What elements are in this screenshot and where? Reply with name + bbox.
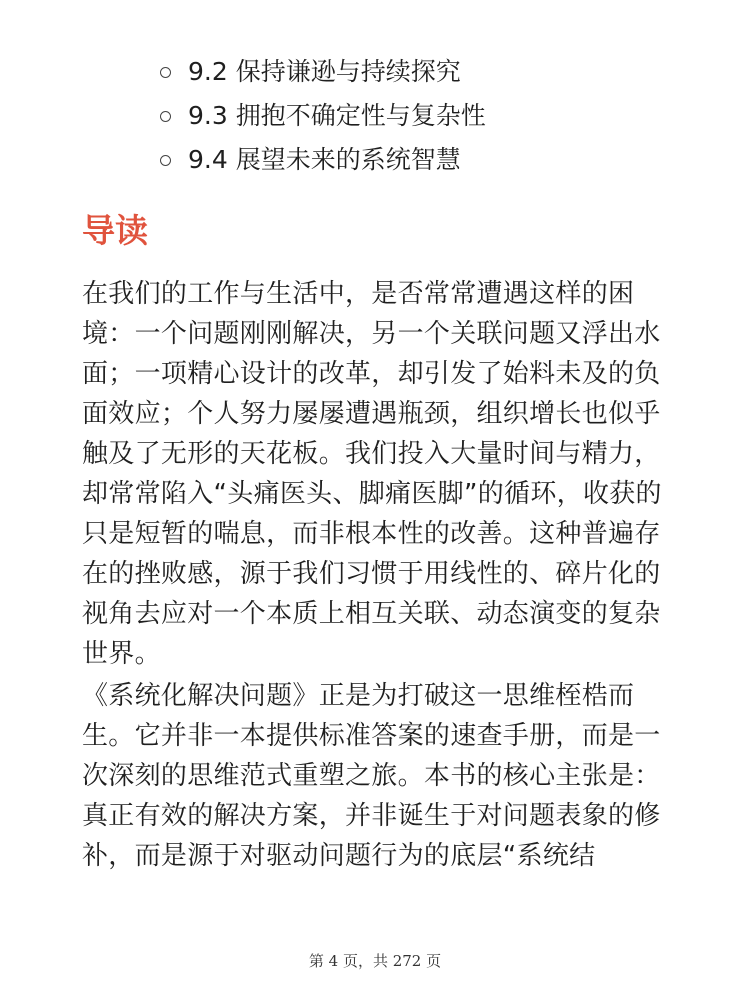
toc-item-label: 9.2 保持谦逊与持续探究 bbox=[188, 57, 461, 86]
circle-bullet-icon bbox=[160, 67, 171, 78]
circle-bullet-icon bbox=[160, 111, 171, 122]
body-paragraph: 《系统化解决问题》正是为打破这一思维桎梏而生。它并非一本提供标准答案的速查手册，而是一次深刻的思维范式重塑之旅。本书的核心主张是：真正有效的解决方案，并非诞生于对问题表象的修补，而是源于对驱动问题行为的底层“系统结 bbox=[82, 681, 661, 871]
toc-item bbox=[160, 138, 486, 182]
toc-item bbox=[160, 50, 486, 94]
toc-item-label: 9.3 拥抱不确定性与复杂性 bbox=[188, 101, 486, 130]
toc-item-label: 9.4 展望未来的系统智慧 bbox=[188, 145, 461, 174]
table-of-contents bbox=[160, 50, 486, 182]
toc-item bbox=[160, 94, 486, 138]
page-number-footer: 第 4 页，共 272 页 bbox=[308, 952, 442, 970]
circle-bullet-icon bbox=[160, 155, 171, 166]
body-paragraph: 在我们的工作与生活中，是否常常遭遇这样的困境：一个问题刚刚解决，另一个关联问题又浮出水面；一项精心设计的改革，却引发了始料未及的负面效应；个人努力屡屡遭遇瓶颈，组织增长也似乎触及了无形的天花板。我们投入大量时间与精力，却常常陷入“头痛医头、脚痛医脚”的循环，收获的只是短暂的喘息，而非根本性的改善。这种普遍存在的挫败感，源于我们习惯于用线性的、碎片化的视角去应对一个本质上相互关联、动态演变的复杂世界。 bbox=[82, 279, 662, 669]
section-heading: 导读 bbox=[82, 211, 148, 250]
